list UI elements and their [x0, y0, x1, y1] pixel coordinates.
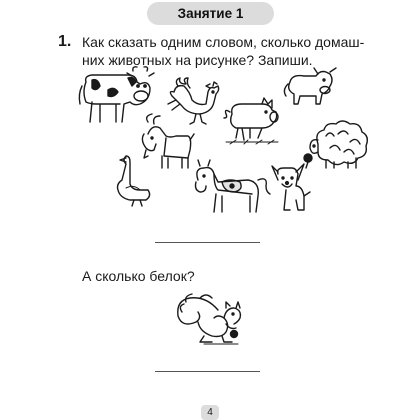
- page-number: 4: [207, 407, 213, 418]
- page-number-badge: [201, 405, 219, 420]
- squirrel-question: А сколько белок?: [82, 268, 195, 284]
- lesson-title: Занятие 1: [177, 6, 244, 21]
- answer-line-2[interactable]: [155, 371, 260, 372]
- squirrel-icon: [178, 294, 241, 344]
- task-question-line-1: Как сказать одним словом, сколько домаш-: [82, 34, 365, 50]
- task-number: 1.: [58, 33, 72, 50]
- task-question-line-2: них животных на рисунке? Запиши.: [82, 52, 313, 68]
